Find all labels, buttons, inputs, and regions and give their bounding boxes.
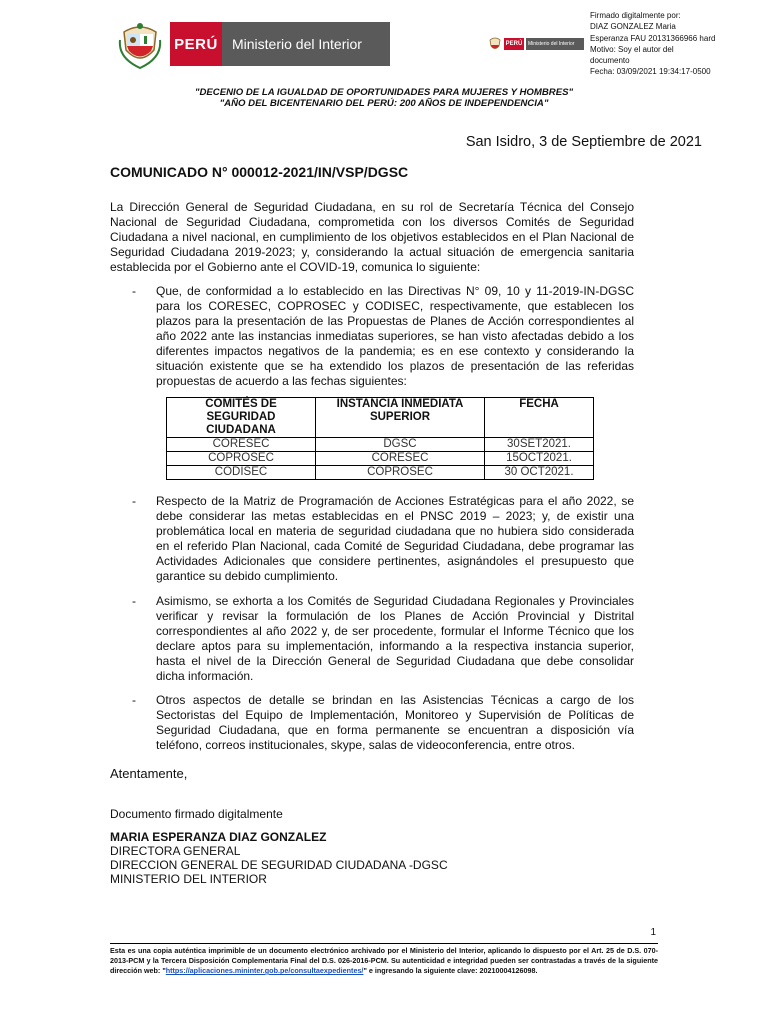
table-cell: CODISEC xyxy=(167,466,316,480)
mini-coat-of-arms-icon xyxy=(488,36,502,52)
bullet-paragraph: Que, de conformidad a lo establecido en las Directivas N° 09, 10 y 11-2019-IN-DGSC para los CORESEC, COPROSEC y CODISEC, respectivamente, que establecen los plazos para la presentación de las Propuestas de Planes de Acción correspondientes al año 2022 ante las instancias inmediatas superiores, se han visto afectadas debido a los diferentes impactos negativos de la pandemia; es en ese contexto y considerando la situación existente que se ha extendido los plazos de presentación de las referidas propuestas de acuerdo a las fechas siguientes: xyxy=(156,284,634,388)
table-header-cell: COMITÉS DE SEGURIDAD CIUDADANA xyxy=(167,398,316,438)
document-date: San Isidro, 3 de Septiembre de 2021 xyxy=(465,134,702,150)
bullet-marker: - xyxy=(132,594,136,608)
signature-line: documento xyxy=(590,56,630,66)
table-cell: 30 OCT2021. xyxy=(485,466,594,480)
signer-office: DIRECCION GENERAL DE SEGURIDAD CIUDADANA -DGSC xyxy=(110,858,448,872)
table-cell: COPROSEC xyxy=(316,466,485,480)
bullet-marker: - xyxy=(132,693,136,707)
decenio-header xyxy=(0,87,768,109)
table-cell: DGSC xyxy=(316,438,485,452)
signer-block xyxy=(110,830,448,886)
closing-salutation: Atentamente, xyxy=(110,766,188,781)
signer-ministry: MINISTERIO DEL INTERIOR xyxy=(110,872,267,886)
footer-text: " e ingresando la siguiente clave: 20210004126098. xyxy=(363,966,538,975)
peru-logo: PERÚ xyxy=(170,22,222,66)
table-header-cell: INSTANCIA INMEDIATA SUPERIOR xyxy=(316,398,485,438)
signature-line: Esperanza FAU 20131366966 hard xyxy=(590,33,716,43)
coat-of-arms-logo xyxy=(118,20,162,70)
bullet-paragraph: Asimismo, se exhorta a los Comités de Seguridad Ciudadana Regionales y Provinciales verificar y revisar la formulación de los Planes de Acción Provincial y Distrital correspondientes al año 2022 y, de ser procedente, formular el Informe Técnico que los declare aptos para su implementación, informando a la respectiva instancia superior, hasta el nivel de la Dirección General de Seguridad Ciudadana que debe consolidar dicha información. xyxy=(156,594,634,683)
signer-name: MARIA ESPERANZA DIAZ GONZALEZ xyxy=(110,830,327,844)
signature-line: Motivo: Soy el autor del xyxy=(590,44,674,54)
table-cell: CORESEC xyxy=(167,438,316,452)
signature-mini-logo xyxy=(488,34,584,54)
footer-divider xyxy=(110,943,658,944)
bullet-paragraph: Respecto de la Matriz de Programación de Acciones Estratégicas para el año 2022, se debe considerar las metas establecidas en el PNSC 2019 – 2023; y, de existir una problemática local en materia de seguridad ciudadana que no hubiera sido considerada en el referido Plan Nacional, cada Comité de Seguridad Ciudadana, debe programar las Actividades Adicionales que considere pertinentes, asignándoles el presupuesto que garantice su debido cumplimiento. xyxy=(156,494,634,583)
table-cell: 30SET2021. xyxy=(485,438,594,452)
footer-text: Esta es una copia auténtica imprimible de un documento electrónico archivado por el Ministerio del Interior, aplicando lo dispuesto por el Art. 25 de D.S. 070-2013-PCM y la Tercera Disposición Complementaria Final del D.S. 026-2016-PCM. Su autenticidad e integridad pueden ser contrastadas a través de la siguiente dirección web: " xyxy=(110,946,658,975)
intro-paragraph: La Dirección General de Seguridad Ciudadana, en su rol de Secretaría Técnica del Consejo Nacional de Seguridad Ciudadana, comprometida con los diversos Comités de Seguridad Ciudadana a nivel nacional, en cumplimiento de los objetivos establecidos en el Plan Nacional de Seguridad Ciudadana 2019-2023; y, considerando la actual situación de emergencia sanitaria establecida por el Gobierno ante el COVID-19, comunica lo siguiente: xyxy=(110,200,634,274)
deadlines-table xyxy=(166,397,594,480)
digital-signature-note: Documento firmado digitalmente xyxy=(110,807,283,821)
bullet-marker: - xyxy=(132,284,136,298)
signer-role: DIRECTORA GENERAL xyxy=(110,844,241,858)
bullet-marker: - xyxy=(132,494,136,508)
digital-signature-stamp xyxy=(590,10,760,78)
table-header-row xyxy=(167,398,594,438)
table-row xyxy=(167,438,594,452)
table-cell: CORESEC xyxy=(316,452,485,466)
document-title: COMUNICADO N° 000012-2021/IN/VSP/DGSC xyxy=(110,164,409,180)
table-cell: COPROSEC xyxy=(167,452,316,466)
page-number: 1 xyxy=(650,927,656,938)
signature-line: Fecha: 03/09/2021 19:34:17-0500 xyxy=(590,67,711,77)
decenio-line: "AÑO DEL BICENTENARIO DEL PERÚ: 200 AÑOS DE INDEPENDENCIA" xyxy=(219,98,549,109)
decenio-line: "DECENIO DE LA IGUALDAD DE OPORTUNIDADES PARA MUJERES Y HOMBRES" xyxy=(194,87,574,98)
mini-ministry-label: Ministerio del Interior xyxy=(526,38,584,50)
verification-link[interactable]: https://aplicaciones.mininter.gob.pe/consultaexpedientes/ xyxy=(165,966,364,975)
ministry-logo: Ministerio del Interior xyxy=(222,22,390,66)
table-row xyxy=(167,452,594,466)
signature-line: DIAZ GONZALEZ Maria xyxy=(590,22,676,32)
table-cell: 15OCT2021. xyxy=(485,452,594,466)
footer-notice xyxy=(110,946,658,976)
table-header-cell: FECHA xyxy=(485,398,594,438)
table-row xyxy=(167,466,594,480)
signature-line: Firmado digitalmente por: xyxy=(590,11,681,20)
mini-peru-label: PERÚ xyxy=(504,38,524,50)
bullet-paragraph: Otros aspectos de detalle se brindan en las Asistencias Técnicas a cargo de los Sectoristas del Equipo de Implementación, Monitoreo y Supervisión de Políticas de Seguridad Ciudadana, que en forma permanente se encuentran a disposición vía teléfono, correos institucionales, skype, salas de videoconferencia, entre otros. xyxy=(156,693,634,752)
